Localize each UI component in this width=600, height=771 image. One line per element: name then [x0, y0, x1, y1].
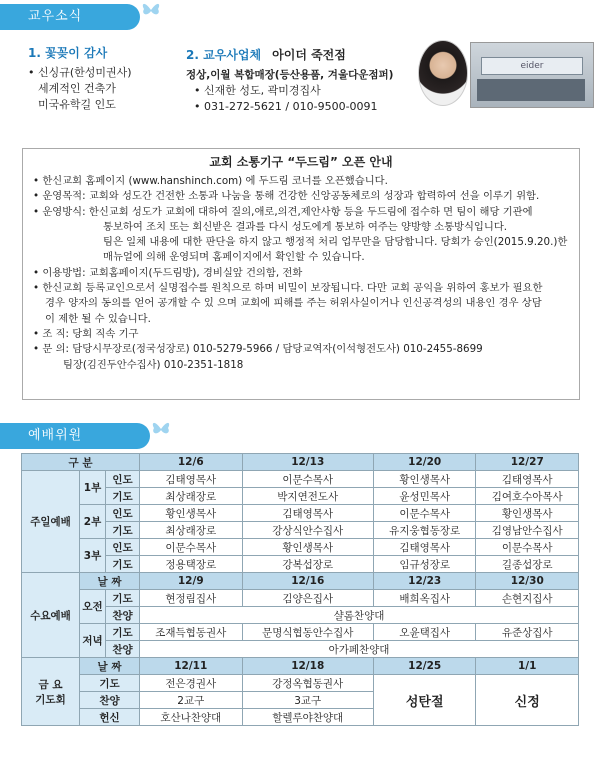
table-cell: 손현지집사	[476, 590, 579, 607]
wednesday-label: 수요예배	[22, 573, 80, 658]
role-label: 기도	[106, 624, 140, 641]
table-row	[22, 539, 579, 556]
worship-banner	[0, 423, 150, 449]
table-row	[22, 488, 579, 505]
table-cell: 할렐루야찬양대	[242, 709, 373, 726]
notice-box	[22, 148, 580, 400]
table-cell: 길종섭장로	[476, 556, 579, 573]
table-cell: 현정림집사	[140, 590, 243, 607]
notice-line: • 조 직: 당회 직속 기구	[33, 327, 139, 340]
table-cell: 강복섭장로	[242, 556, 373, 573]
butterfly-icon	[150, 417, 172, 439]
news-item-1-line: • 신싱규(한성미권사)	[28, 66, 132, 79]
table-row	[22, 522, 579, 539]
table-cell: 호산나찬양대	[140, 709, 243, 726]
table-cell: 오윤택집사	[373, 624, 476, 641]
notice-line: • 문 의: 담당시무장로(정국성장로) 010-5279-5966 / 담당교역자(이석형전도사) 010-2455-8699	[33, 343, 483, 356]
notice-line: 통보하여 조치 또는 회신받은 결과를 다시 성도에게 통보하 여주는 양방향 소통방식입니다.	[103, 220, 508, 233]
header-gubun: 구 분	[22, 454, 140, 471]
table-cell: 김양은집사	[242, 590, 373, 607]
table-row	[22, 641, 579, 658]
role-label: 기도	[80, 675, 140, 692]
news-item-1-title: 1. 꽃꽂이 감사	[28, 46, 108, 60]
date-cell: 12/13	[242, 454, 373, 471]
date-label: 날 짜	[80, 658, 140, 675]
notice-line: 경우 양자의 동의를 얻어 공개할 수 있 으며 교회에 피해를 주는 허위사실이거나 인신공격성의 내용인 경우 상담	[45, 297, 542, 310]
table-cell: 최상래장로	[140, 522, 243, 539]
part-label: 1부	[80, 471, 106, 505]
owner-photo	[418, 40, 468, 106]
table-cell: 이문수목사	[242, 471, 373, 488]
table-cell: 임규성장로	[373, 556, 476, 573]
table-cell: 유지웅협동장로	[373, 522, 476, 539]
business-phone: • 031-272-5621 / 010-9500-0091	[194, 100, 378, 113]
news-item-1-line: 미국유학길 인도	[38, 98, 116, 111]
table-cell: 황인생목사	[242, 539, 373, 556]
role-label: 기도	[106, 590, 140, 607]
table-row	[22, 590, 579, 607]
news-item-2	[186, 44, 426, 115]
table-cell: 전은경권사	[140, 675, 243, 692]
news-item-1	[28, 44, 178, 113]
notice-line: 팀은 일체 내용에 대한 판단을 하지 않고 행정적 처리 업무만을 담당합니다. 당회가 승인(2015.9.20.)한	[103, 236, 568, 249]
business-owner: • 신재한 성도, 곽미경집사	[194, 84, 321, 97]
table-cell: 김태영목사	[476, 471, 579, 488]
notice-line: • 한신교회 홈페이지 (www.hanshinch.com) 에 두드림 코너를 오픈했습니다.	[33, 175, 388, 187]
role-label: 찬양	[80, 692, 140, 709]
role-label: 인도	[106, 539, 140, 556]
role-label: 기도	[106, 556, 140, 573]
store-window	[477, 79, 585, 101]
table-cell: 유준상집사	[476, 624, 579, 641]
butterfly-icon	[140, 0, 162, 20]
friday-label-line: 기도회	[35, 693, 66, 706]
table-cell: 문명식협동안수집사	[242, 624, 373, 641]
table-cell: 김태영목사	[373, 539, 476, 556]
table-cell: 강정옥협동권사	[242, 675, 373, 692]
date-cell: 12/6	[140, 454, 243, 471]
table-row	[22, 471, 579, 488]
christmas-cell: 성탄절	[373, 675, 476, 726]
table-cell: 황인생목사	[373, 471, 476, 488]
role-label: 찬양	[106, 607, 140, 624]
friday-label-line: 금 요	[38, 678, 63, 691]
date-cell: 12/30	[476, 573, 579, 590]
table-cell: 정용택장로	[140, 556, 243, 573]
table-cell: 조재득협동권사	[140, 624, 243, 641]
date-cell: 12/25	[373, 658, 476, 675]
table-row	[22, 607, 579, 624]
table-cell: 이문수목사	[140, 539, 243, 556]
news-item-2-title: 2. 교우사업체	[186, 48, 262, 62]
table-cell: 황인생목사	[476, 505, 579, 522]
store-sign: eider	[481, 57, 583, 75]
notice-line: • 운영목적: 교회와 성도간 건전한 소통과 나눔을 통해 건강한 신앙공동체로의 성장과 합력하여 선을 이루기 위함.	[33, 190, 540, 203]
date-label: 날 짜	[80, 573, 140, 590]
role-label: 기도	[106, 488, 140, 505]
role-label: 기도	[106, 522, 140, 539]
table-row	[22, 454, 579, 471]
notice-line: • 이용방법: 교회홈페이지(두드림방), 경비실앞 건의함, 전화	[33, 266, 303, 279]
business-desc: 정상,이월 복합매장(등산용품, 겨울다운점퍼)	[186, 69, 394, 81]
sunday-label: 주일예배	[22, 471, 80, 573]
date-cell: 12/23	[373, 573, 476, 590]
notice-line: 매뉴얼에 의해 운영되며 홈페이지에서 확인할 수 있습니다.	[103, 251, 365, 264]
date-cell: 12/16	[242, 573, 373, 590]
table-cell: 김영남안수집사	[476, 522, 579, 539]
table-cell: 강상식안수집사	[242, 522, 373, 539]
table-cell: 윤성민목사	[373, 488, 476, 505]
notice-title: 교회 소통기구 “두드림” 오픈 안내	[209, 155, 393, 169]
date-cell: 12/9	[140, 573, 243, 590]
table-cell: 김여호수아목사	[476, 488, 579, 505]
table-cell: 배희옥집사	[373, 590, 476, 607]
part-label: 3부	[80, 539, 106, 573]
date-cell: 12/11	[140, 658, 243, 675]
table-row	[22, 556, 579, 573]
date-cell: 12/27	[476, 454, 579, 471]
session-label: 저녁	[80, 624, 106, 658]
role-label: 인도	[106, 471, 140, 488]
table-row	[22, 658, 579, 675]
table-row	[22, 675, 579, 692]
table-cell: 아가페찬양대	[140, 641, 579, 658]
table-cell: 샬롬찬양대	[140, 607, 579, 624]
worship-table	[21, 453, 579, 726]
table-cell: 3교구	[242, 692, 373, 709]
notice-line: • 한신교회 등록교인으로서 실명접수를 원칙으로 하며 비밀이 보장됩니다. 다만 교회 공익을 위하여 홍보가 필요한	[33, 282, 543, 295]
table-cell: 2교구	[140, 692, 243, 709]
news-banner-label: 교우소식	[28, 9, 83, 24]
news-item-1-line: 세계적인 건축가	[38, 82, 116, 95]
store-photo	[470, 42, 594, 108]
role-label: 헌신	[80, 709, 140, 726]
date-cell: 1/1	[476, 658, 579, 675]
friday-label	[22, 658, 80, 726]
date-cell: 12/18	[242, 658, 373, 675]
date-cell: 12/20	[373, 454, 476, 471]
notice-line: • 운영방식: 한신교회 성도가 교회에 대하여 질의,애로,의견,제안사항 등을 두드림에 접수하 면 팀이 해당 기관에	[33, 205, 533, 218]
table-cell: 김태영목사	[140, 471, 243, 488]
table-cell: 최상래장로	[140, 488, 243, 505]
notice-line: 이 제한 될 수 있습니다.	[45, 312, 151, 325]
table-cell: 박지연전도사	[242, 488, 373, 505]
worship-banner-label: 예배위원	[28, 428, 83, 443]
news-banner	[0, 4, 140, 30]
table-cell: 김태영목사	[242, 505, 373, 522]
table-row	[22, 624, 579, 641]
table-cell: 이문수목사	[373, 505, 476, 522]
business-name: 아이더 죽전점	[272, 48, 346, 62]
role-label: 인도	[106, 505, 140, 522]
role-label: 찬양	[106, 641, 140, 658]
session-label: 오전	[80, 590, 106, 624]
newyear-cell: 신정	[476, 675, 579, 726]
table-row	[22, 573, 579, 590]
table-row	[22, 505, 579, 522]
table-cell: 이문수목사	[476, 539, 579, 556]
table-cell: 황인생목사	[140, 505, 243, 522]
notice-line: 팀장(김진두안수집사) 010-2351-1818	[63, 358, 244, 371]
part-label: 2부	[80, 505, 106, 539]
